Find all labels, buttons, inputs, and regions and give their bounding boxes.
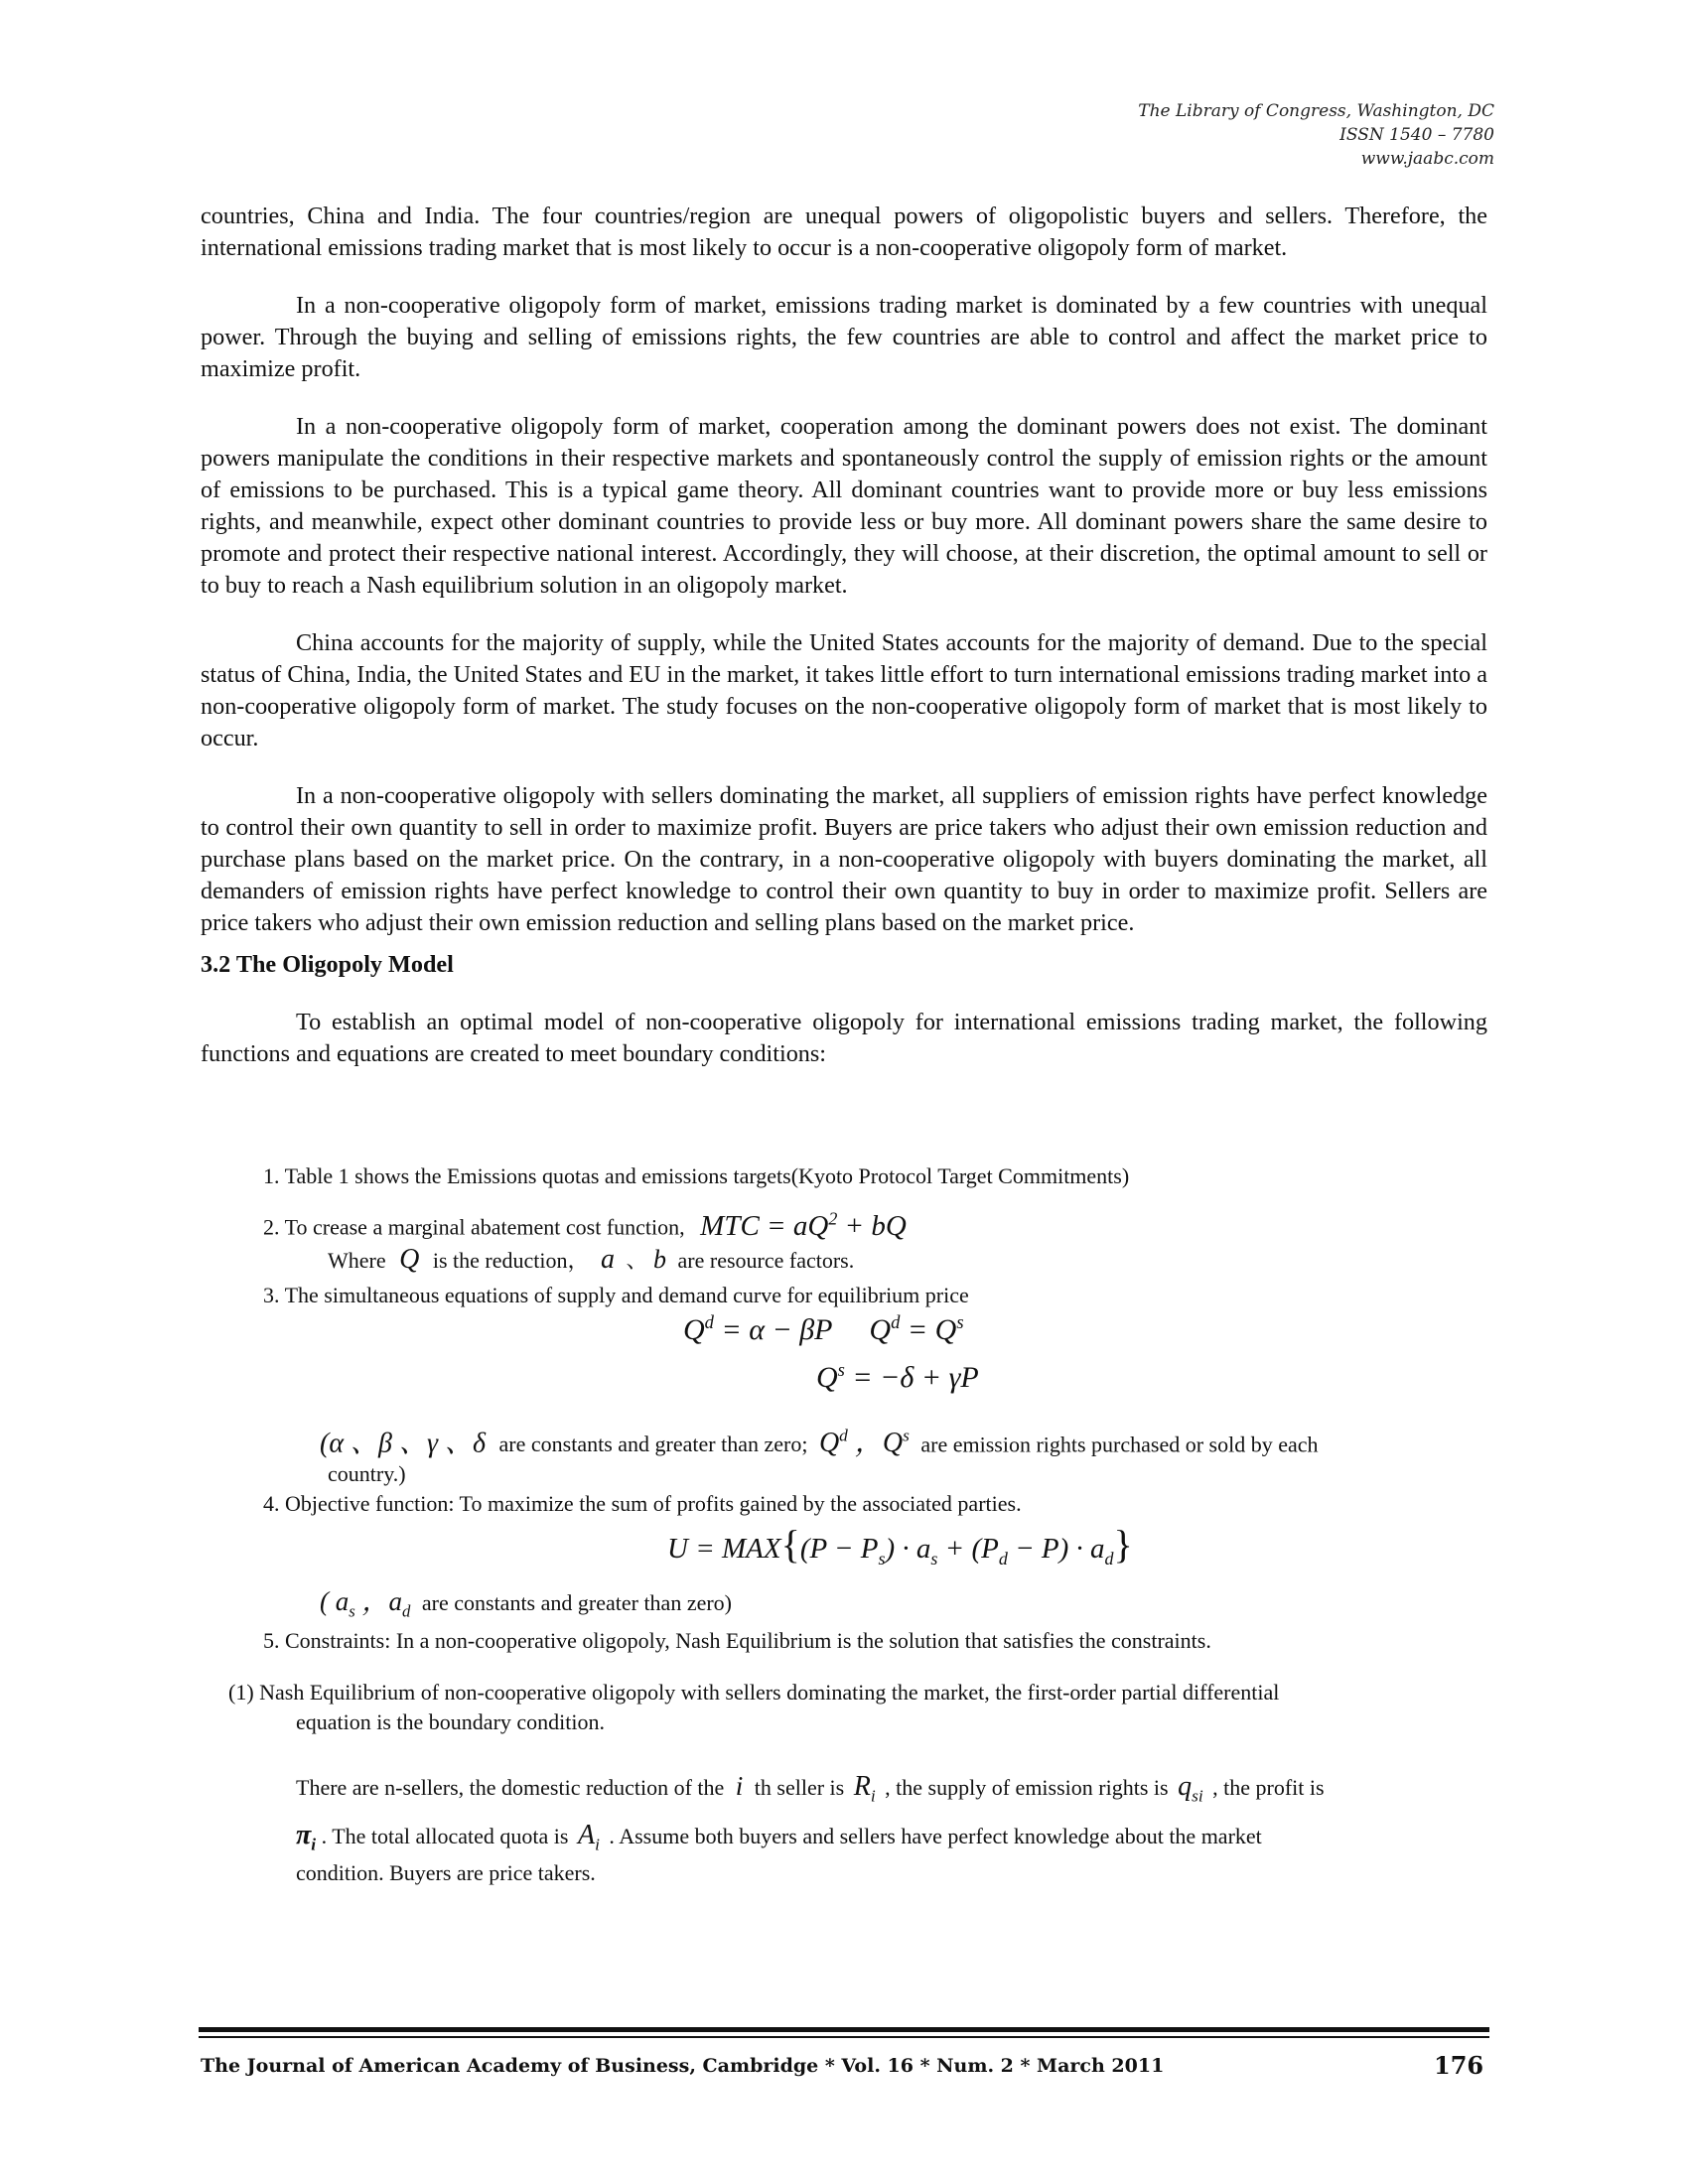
quota-text-b: . Assume both buyers and sellers have perfect knowledge about the market bbox=[609, 1824, 1262, 1848]
a-symbols: ( $a_s$ ，$a_d$ bbox=[320, 1586, 411, 1621]
section-intro: To establish an optimal model of non-cooperative oligopoly for international emissions trading market, the following functions and equations are created to meet boundary conditions: bbox=[201, 1009, 1487, 1067]
where-label: Where bbox=[328, 1248, 386, 1273]
footer-rule-thick bbox=[199, 2027, 1489, 2032]
list-item-3: 3. The simultaneous equations of supply and demand curve for equilibrium price bbox=[263, 1283, 969, 1307]
sellers-text-a: There are n-sellers, the domestic reduction of the bbox=[296, 1775, 725, 1800]
paragraph-5: In a non-cooperative oligopoly with sellers dominating the market, all suppliers of emission rights have perfect knowledge to control their own quantity to sell in order to maximize profit. Buyers are price takers who adjust their own emission reduction and purchase plans based on the market price. On the contrary, in a non-cooperative oligopoly with buyers dominating the market, all demanders of emission rights have perfect knowledge to control their own quantity to buy in order to maximize profit. Sellers are price takers who adjust their own emission reduction and selling plans based on the market price. bbox=[201, 782, 1487, 936]
where-reduction: is the reduction， bbox=[432, 1248, 590, 1273]
list-item-4-note bbox=[320, 1586, 732, 1626]
q-symbols: $Q^d$ ，$Q^s$ bbox=[818, 1427, 910, 1459]
symbol-ai: $A_i$ bbox=[577, 1820, 600, 1854]
constants-symbols: (α 、β 、γ 、δ bbox=[320, 1428, 487, 1459]
sellers-text-b: th seller is bbox=[754, 1775, 845, 1800]
footer-journal: The Journal of American Academy of Business, Cambridge * Vol. 16 * Num. 2 * March 2011 bbox=[201, 2055, 1165, 2077]
mtc-formula: MTC = $aQ^2$ + bQ bbox=[700, 1208, 907, 1242]
list-item-5: 5. Constraints: In a non-cooperative oligopoly, Nash Equilibrium is the solution that satisfies the constraints. bbox=[263, 1628, 1211, 1653]
symbol-sep: 、 bbox=[626, 1248, 648, 1273]
symbol-q: Q bbox=[399, 1244, 420, 1275]
symbol-qsi: $q_{si}$ bbox=[1178, 1771, 1203, 1806]
demand-equation: $Q^d = \alpha - \beta P$ $Q^d = Q^s$ bbox=[683, 1312, 964, 1346]
section-title: 3.2 The Oligopoly Model bbox=[201, 951, 454, 978]
paragraph-4: China accounts for the majority of supply, while the United States accounts for the majority of demand. Due to the special status of China, India, the United States and EU in the market, it takes little effort to turn international emissions trading market into a non-cooperative oligopoly form of market. The study focuses on the non-cooperative oligopoly form of market that is most likely to occur. bbox=[201, 629, 1487, 751]
symbol-a: a bbox=[601, 1244, 615, 1275]
subsection-1-line1 bbox=[228, 1678, 1487, 1707]
supply-equation: $Q^s = -\delta + \gamma P$ bbox=[816, 1360, 979, 1394]
paragraph-3: In a non-cooperative oligopoly form of market, cooperation among the dominant powers does not exist. The dominant powers manipulate the conditions in their respective markets and spontaneously control the supply of emission rights or the amount of emissions to be purchased. This is a typical game theory. All dominant countries want to provide more or buy less emissions rights, and meanwhile, expect other dominant countries to provide less or buy more. All dominant powers share the same desire to promote and protect their respective national interest. Accordingly, they will choose, at their discretion, the optimal amount to sell or to buy to reach a Nash equilibrium solution in an oligopoly market. bbox=[201, 413, 1487, 599]
list-item-3-note-end: country.) bbox=[328, 1461, 406, 1486]
list-item-2-where bbox=[328, 1245, 854, 1276]
symbol-ri: $R_i$ bbox=[853, 1771, 876, 1806]
constants-note: are constants and greater than zero; bbox=[498, 1432, 808, 1457]
page-number: 176 bbox=[1434, 2051, 1484, 2080]
quota-description bbox=[296, 1821, 1487, 1860]
sellers-text-c: , the supply of emission rights is bbox=[885, 1775, 1169, 1800]
list-item-3-note bbox=[320, 1422, 1319, 1459]
symbol-b: b bbox=[653, 1245, 667, 1274]
header-library: The Library of Congress, Washington, DC bbox=[1138, 101, 1494, 121]
symbol-i: i bbox=[735, 1771, 744, 1801]
paragraph-2: In a non-cooperative oligopoly form of market, emissions trading market is dominated by a few countries with unequal power. Through the buying and selling of emissions rights, the few countries are able to control and affect the market price to maximize profit. bbox=[201, 292, 1487, 382]
header-website: www.jaabc.com bbox=[1360, 149, 1494, 169]
where-resource: are resource factors. bbox=[677, 1248, 855, 1273]
footer-rule-thin bbox=[199, 2036, 1489, 2038]
page-header bbox=[1138, 99, 1494, 171]
emission-rights-note: are emission rights purchased or sold by each bbox=[920, 1432, 1319, 1457]
objective-function: $U = MAX\{(P - P_s) \cdot a_s + (P_d - P) \cdot a_d\}$ bbox=[667, 1522, 1133, 1569]
list-item-1: 1. Table 1 shows the Emissions quotas and emissions targets(Kyoto Protocol Target Commitments) bbox=[263, 1163, 1130, 1188]
market-condition: condition. Buyers are price takers. bbox=[296, 1860, 596, 1885]
body-text bbox=[201, 201, 1487, 1096]
sellers-text-d: , the profit is bbox=[1212, 1775, 1325, 1800]
symbol-pi: $\pi_i$ bbox=[296, 1820, 317, 1854]
subsection-1-text: (1) Nash Equilibrium of non-cooperative oligopoly with sellers dominating the market, the first-order partial differential bbox=[228, 1680, 1280, 1705]
subsection-1-line2: equation is the boundary condition. bbox=[296, 1709, 605, 1734]
list-item-4: 4. Objective function: To maximize the sum of profits gained by the associated parties. bbox=[263, 1491, 1022, 1516]
list-item-2-text: 2. To crease a marginal abatement cost function, bbox=[263, 1214, 685, 1240]
a-constants-note: are constants and greater than zero) bbox=[421, 1590, 733, 1615]
list-item-2 bbox=[263, 1203, 907, 1243]
header-issn: ISSN 1540 – 7780 bbox=[1339, 125, 1494, 145]
sellers-description bbox=[296, 1771, 1487, 1812]
quota-text-a: . The total allocated quota is bbox=[321, 1824, 569, 1848]
paragraph-1: countries, China and India. The four countries/region are unequal powers of oligopolistic buyers and sellers. Therefore, the international emissions trading market that is most likely to occur is a non-cooperative oligopoly form of market. bbox=[201, 203, 1487, 261]
